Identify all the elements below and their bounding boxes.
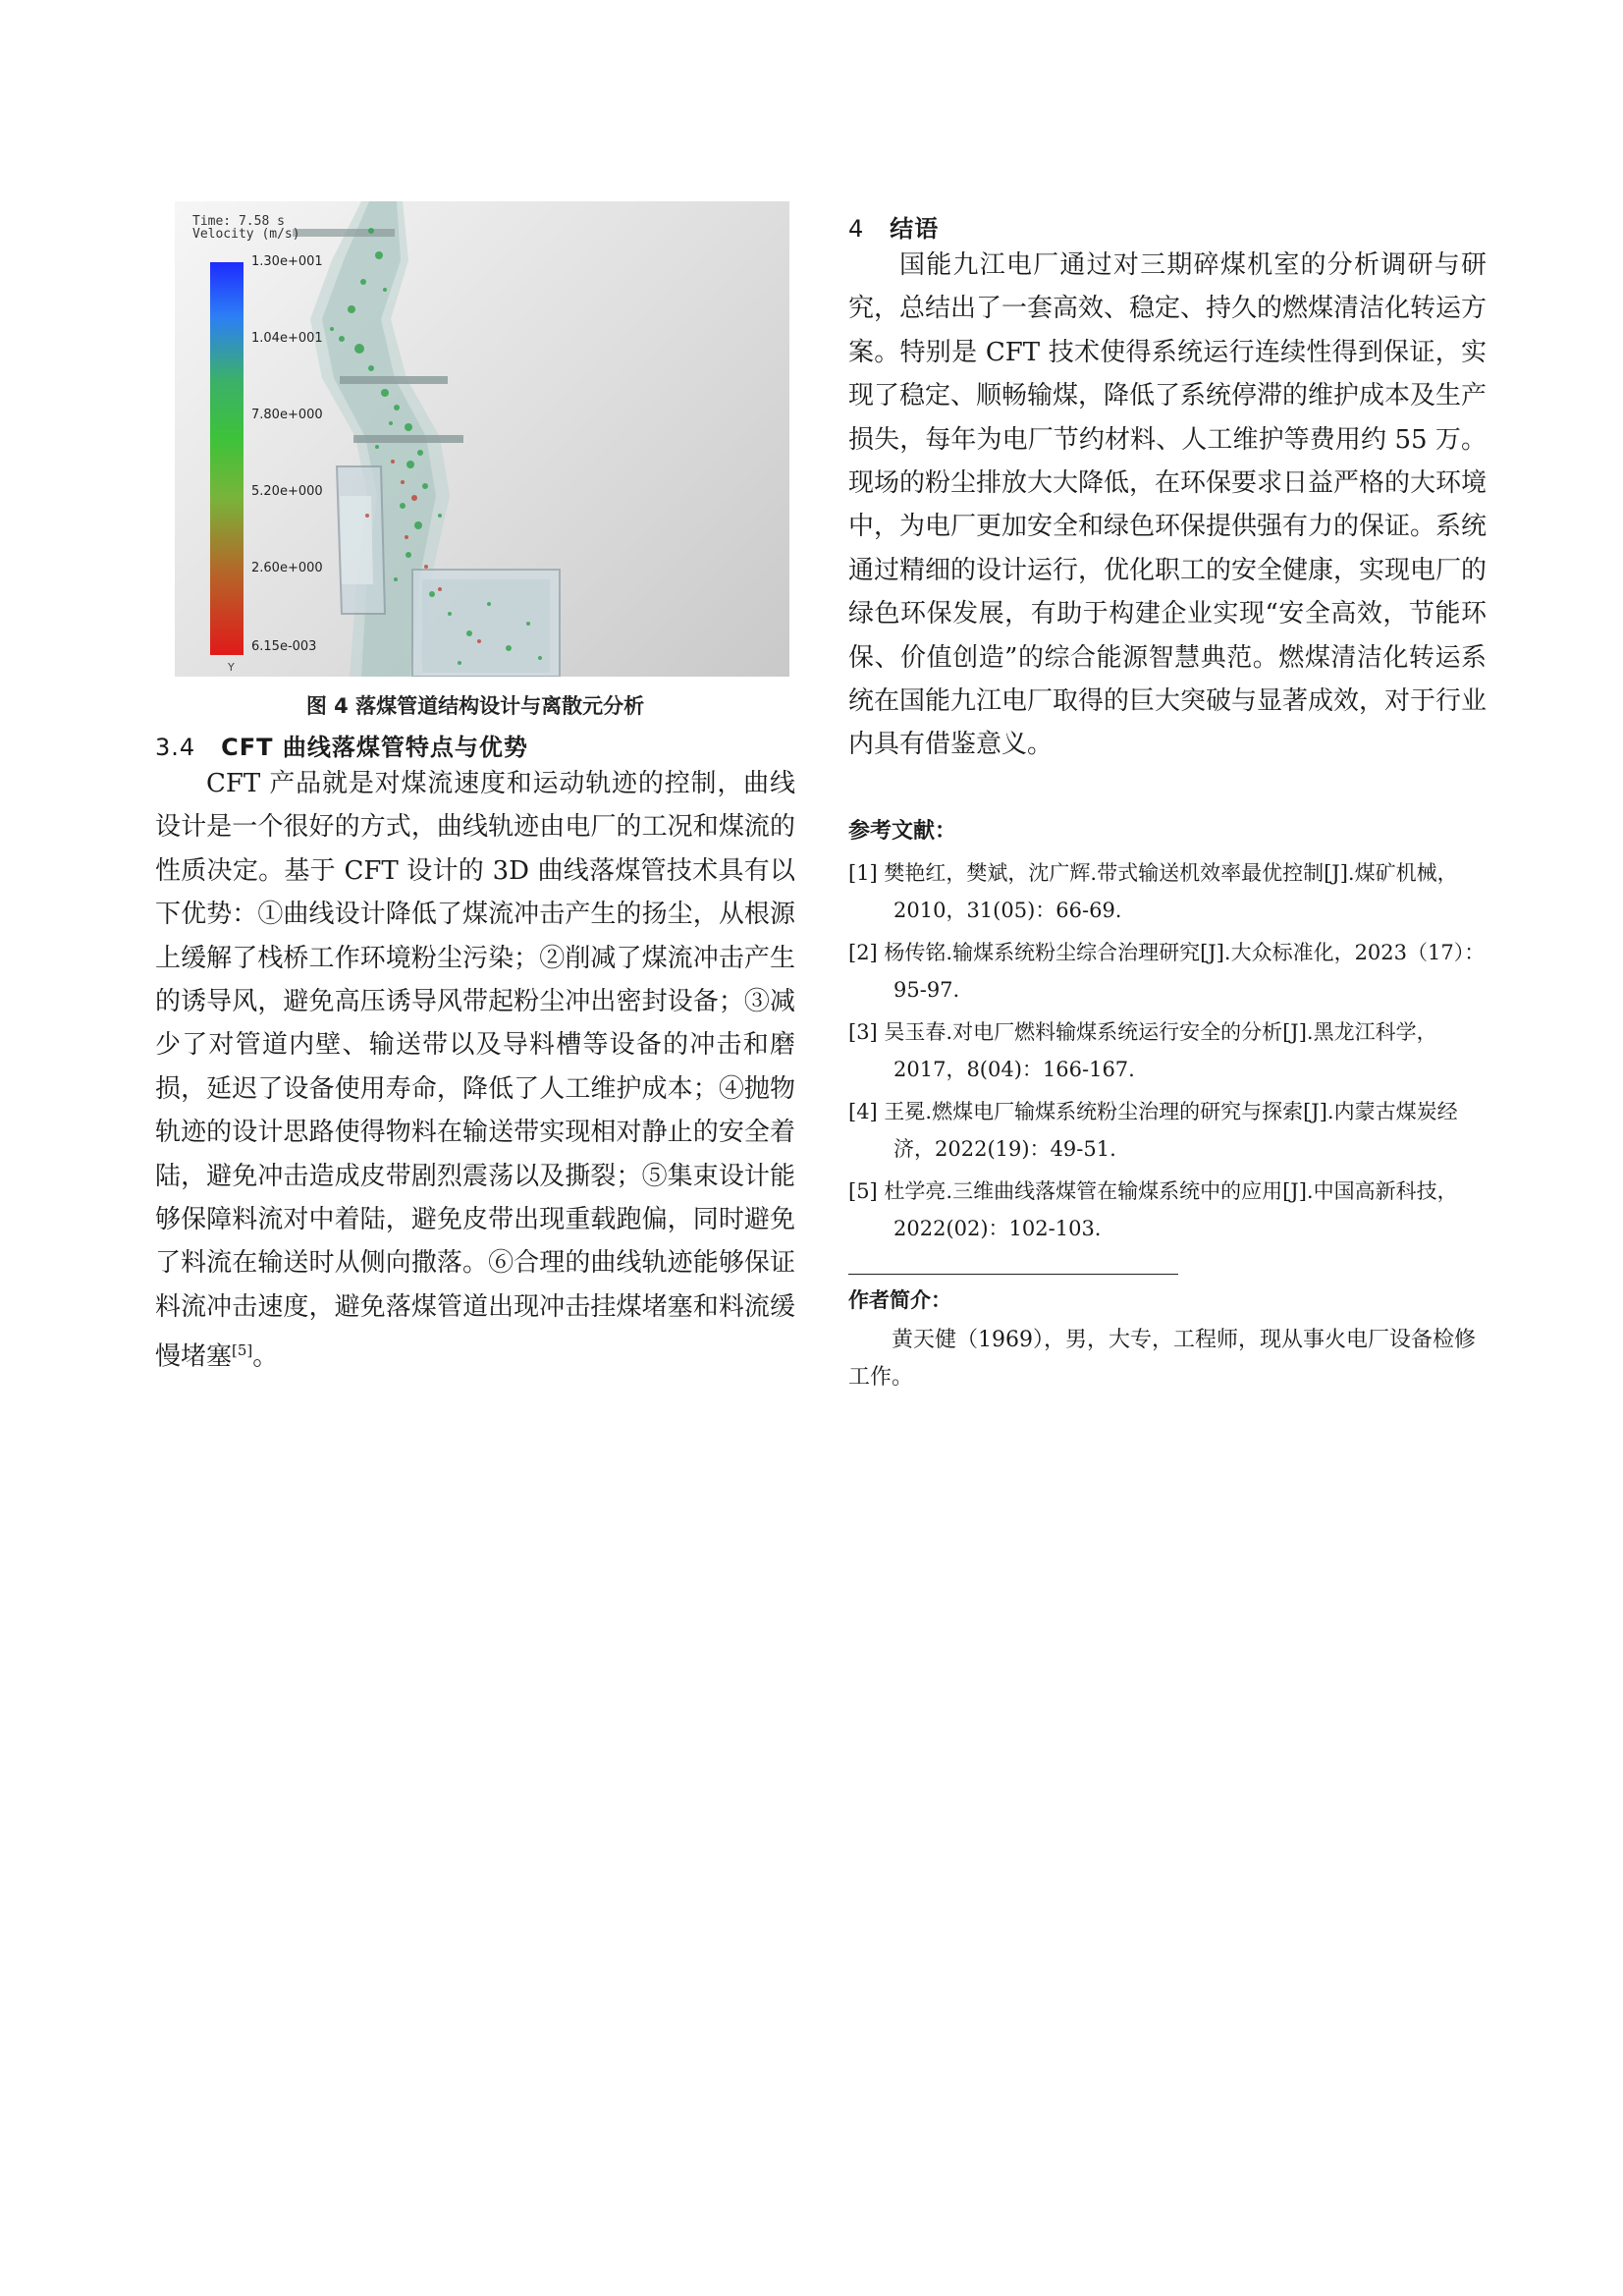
- colorbar-tick: 1.04e+001: [251, 331, 323, 346]
- paragraph-text: CFT 产品就是对煤流速度和运动轨迹的控制，曲线设计是一个很好的方式，曲线轨迹由电厂的工况和煤流的性质决定。基于 CFT 设计的 3D 曲线落煤管技术具有以下优势：①曲线设计降低了煤流冲击产生的扬尘，从根源上缓解了栈桥工作环境粉尘污染；②削减了煤流冲击产生的诱导风，避免高压诱导风带起粉尘冲出密封设备；③减少了对管道内壁、输送带以及导料槽等设备的冲击和磨损，延迟了设备使用寿命，降低了人工维护成本；④抛物轨迹的设计思路使得物料在输送带实现相对静止的安全着陆，避免冲击造成皮带剧烈震荡以及撕裂；⑤集束设计能够保障料流对中着陆，避免皮带出现重载跑偏，同时避免了料流在输送时从侧向撒落。⑥合理的曲线轨迹能够保证料流冲击速度，避免落煤管道出现冲击挂煤堵塞和料流缓慢堵塞: [155, 769, 795, 1372]
- conclusion-paragraph: 国能九江电厂通过对三期碎煤机室的分析调研与研究，总结出了一套高效、稳定、持久的燃煤清洁化转运方案。特别是 CFT 技术使得系统运行连续性得到保证，实现了稳定、顺畅输煤，降低了系统停滞的维护成本及生产损失，每年为电厂节约材料、人工维护等费用约 55 万。现场的粉尘排放大大降低，在环保要求日益严格的大环境中，为电厂更加安全和绿色环保提供强有力的保证。系统通过精细的设计运行，优化职工的安全健康，实现电厂的绿色环保发展，有助于构建企业实现“安全高效，节能环保、价值创造”的综合能源智慧典范。燃煤清洁化转运系统在国能九江电厂取得的巨大突破与显著成效，对于行业内具有借鉴意义。: [848, 250, 1488, 760]
- velocity-colorbar: [210, 262, 243, 655]
- reference-list: [848, 854, 1487, 1248]
- section-number: 3.4: [155, 734, 196, 761]
- chute-simulation-image: [175, 201, 789, 677]
- citation-marker: [5]: [232, 1341, 253, 1360]
- section-title: CFT 曲线落煤管特点与优势: [221, 734, 528, 761]
- section-number: 4: [848, 215, 865, 243]
- references-heading: 参考文献：: [848, 818, 957, 844]
- reference-item: [2] 杨传铭.输煤系统粉尘综合治理研究[J].大众标准化，2023（17）：95-97.: [848, 940, 1486, 1003]
- author-heading: 作者简介：: [848, 1287, 951, 1312]
- footnote-divider: [848, 1274, 1178, 1275]
- colorbar-tick: 7.80e+000: [251, 408, 323, 422]
- colorbar-tick: 5.20e+000: [251, 484, 323, 499]
- axis-letter: Y: [228, 661, 235, 674]
- figure-header: [192, 215, 300, 241]
- reference-item: [3] 吴玉春.对电厂燃料输煤系统运行安全的分析[J].黑龙江科学，2017，8(04)：166-167.: [848, 1019, 1437, 1082]
- reference-item: [5] 杜学亮.三维曲线落煤管在输煤系统中的应用[J].中国高新科技，2022(02)：102-103.: [848, 1178, 1458, 1241]
- section-paragraph: [155, 762, 795, 1379]
- author-bio: 黄天健（1969），男，大专，工程师，现从事火电厂设备检修工作。: [848, 1327, 1476, 1390]
- colorbar-tick: 1.30e+001: [251, 254, 323, 269]
- colorbar-tick: 2.60e+000: [251, 561, 323, 575]
- paragraph-end: 。: [252, 1341, 279, 1372]
- figure-caption: 图 4 落煤管道结构设计与离散元分析: [305, 694, 645, 718]
- left-column: [155, 201, 795, 1379]
- colorbar-tick: 6.15e-003: [251, 639, 317, 654]
- reference-item: [4] 王冕.燃煤电厂输煤系统粉尘治理的研究与探索[J].内蒙古煤炭经济，2022(19)：49-51.: [848, 1099, 1458, 1162]
- section-heading-3-4: [155, 728, 795, 762]
- right-column: [848, 201, 1487, 1396]
- section-title: 结语: [890, 215, 940, 243]
- time-label: Time: 7.58 s: [192, 214, 285, 229]
- velocity-legend-label: Velocity (m/s): [192, 227, 300, 242]
- simulation-figure: [175, 201, 789, 677]
- reference-item: [1] 樊艳红，樊斌，沈广辉.带式输送机效率最优控制[J].煤矿机械，2010，31(05)：66-69.: [848, 860, 1458, 923]
- section-heading-4: [848, 209, 1487, 244]
